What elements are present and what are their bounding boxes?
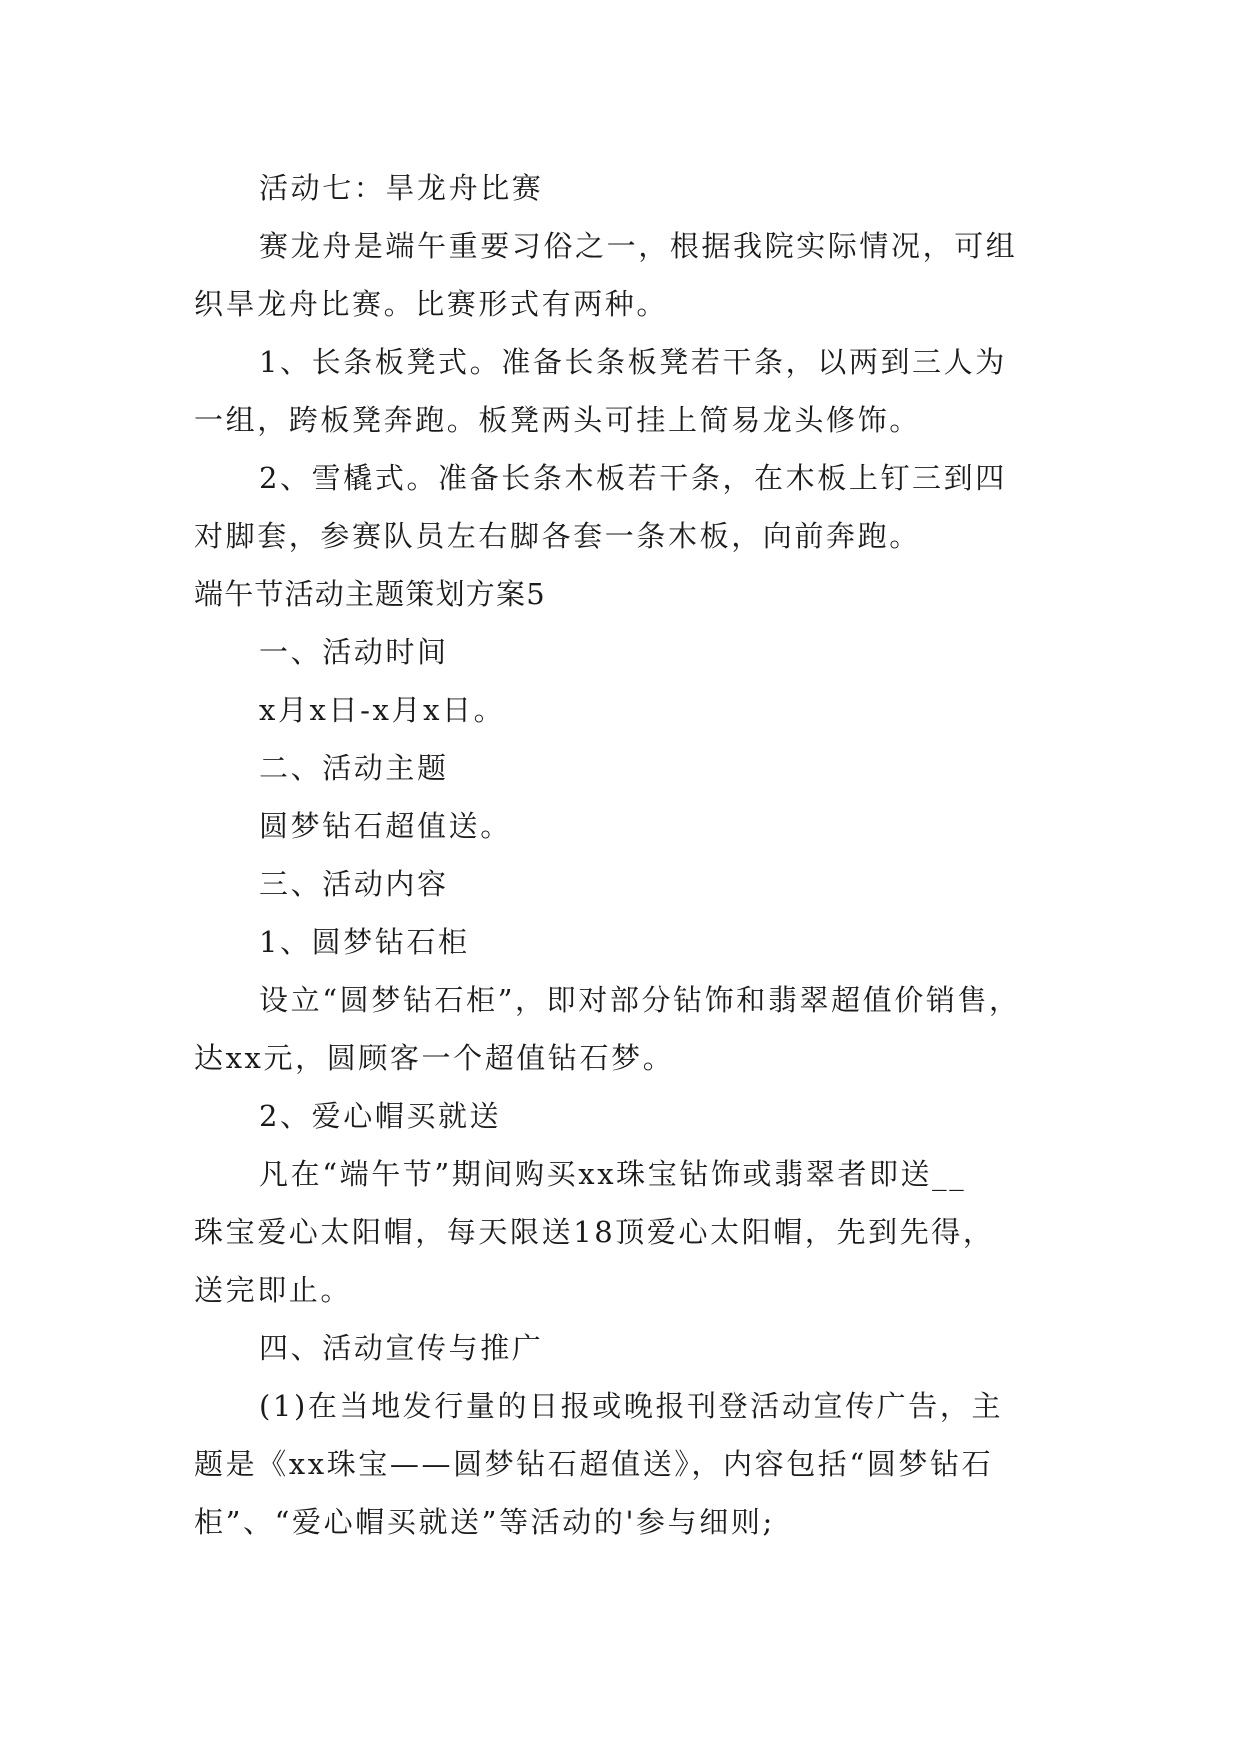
paragraph-line: 一组，跨板凳奔跑。板凳两头可挂上简易龙头修饰。 [194,403,921,437]
paragraph-line: 2、雪橇式。准备长条木板若干条，在木板上钉三到四 [259,461,1007,495]
paragraph-line: (1)在当地发行量的日报或晚报刊登活动宣传广告，主 [259,1389,1004,1423]
paragraph-line: 凡在“端午节”期间购买xx珠宝钻饰或翡翠者即送__ [259,1157,967,1191]
paragraph-line: x月x日-x月x日。 [259,693,506,727]
paragraph-line: 题是《xx珠宝——圆梦钻石超值送》，内容包括“圆梦钻石 [194,1447,994,1481]
paragraph-line: 设立“圆梦钻石柜”，即对部分钻饰和翡翠超值价销售， [259,983,1021,1017]
paragraph-line: 对脚套，参赛队员左右脚各套一条木板，向前奔跑。 [194,519,921,553]
subsection-heading: 2、爱心帽买就送 [259,1099,502,1133]
subsection-heading: 1、圆梦钻石柜 [259,925,470,959]
paragraph-line: 柜”、“爱心帽买就送”等活动的'参与细则; [194,1505,775,1539]
paragraph-line: 赛龙舟是端午重要习俗之一，根据我院实际情况，可组 [259,229,1018,263]
paragraph-line: 1、长条板凳式。准备长条板凳若干条，以两到三人为 [259,345,1007,379]
section-heading: 二、活动主题 [259,751,449,785]
paragraph-line: 珠宝爱心太阳帽，每天限送18顶爱心太阳帽，先到先得， [194,1215,995,1249]
paragraph-line: 圆梦钻石超值送。 [259,809,512,843]
section-heading: 一、活动时间 [259,635,449,669]
paragraph-line: 织旱龙舟比赛。比赛形式有两种。 [194,287,669,321]
plan-title: 端午节活动主题策划方案5 [194,577,546,611]
section-heading: 三、活动内容 [259,867,449,901]
paragraph-line: 送完即止。 [194,1273,353,1307]
activity-seven-heading: 活动七：旱龙舟比赛 [259,171,544,205]
paragraph-line: 达xx元，圆顾客一个超值钻石梦。 [194,1041,675,1075]
section-heading: 四、活动宣传与推广 [259,1331,544,1365]
